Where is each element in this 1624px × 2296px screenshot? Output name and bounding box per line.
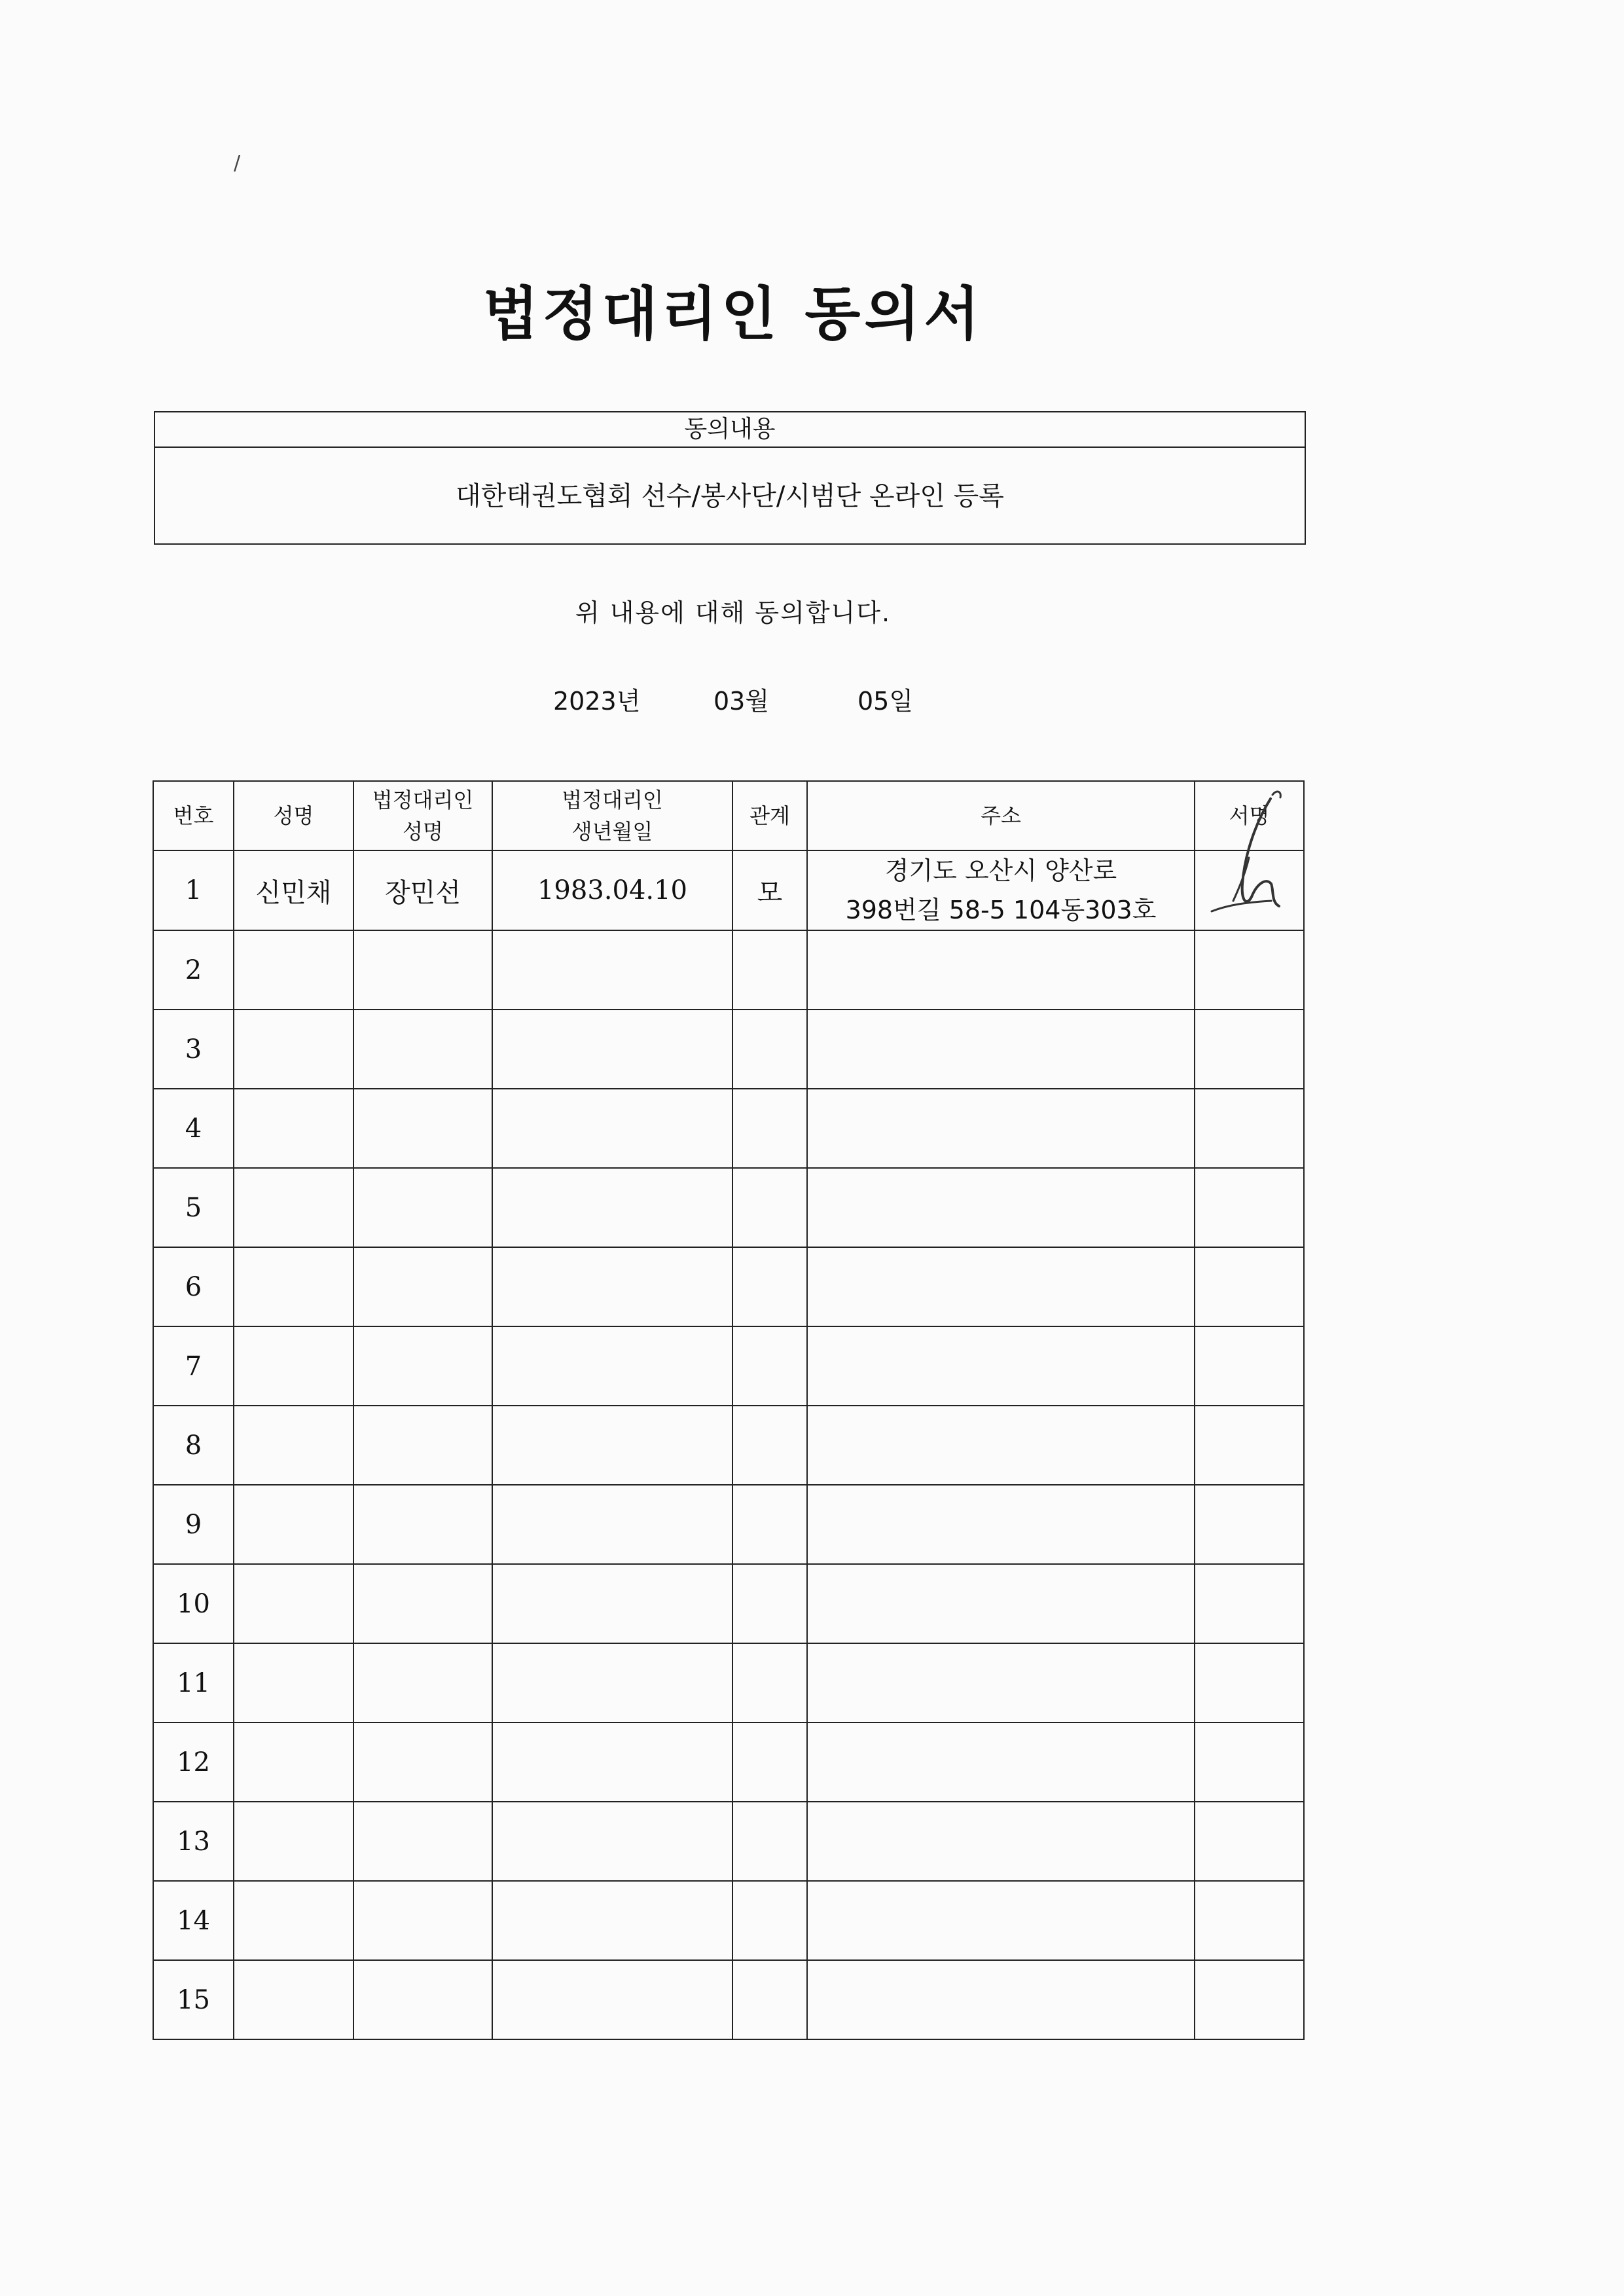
cell-guardian-birth — [492, 1881, 732, 1960]
cell-no: 11 — [153, 1643, 234, 1722]
guardian-table — [153, 780, 1305, 2040]
cell-name: 신민채 — [234, 850, 353, 930]
agreement-statement: 위 내용에 대해 동의합니다. — [575, 598, 892, 627]
table-row — [153, 1960, 1304, 2039]
cell-address — [807, 1168, 1195, 1247]
cell-signature — [1195, 1960, 1304, 2039]
cell-relation — [732, 1168, 807, 1247]
cell-guardian-name — [353, 1722, 492, 1802]
cell-name — [234, 1960, 353, 2039]
cell-no: 4 — [153, 1089, 234, 1168]
header-guardian-name-line2: 성명 — [403, 819, 443, 844]
cell-relation — [732, 1010, 807, 1089]
cell-address — [807, 1089, 1195, 1168]
cell-guardian-name — [353, 1168, 492, 1247]
table-row — [153, 850, 1304, 930]
consent-content: 대한태권도협회 선수/봉사단/시범단 온라인 등록 — [456, 481, 1004, 511]
table-row — [153, 1406, 1304, 1485]
table-row — [153, 1564, 1304, 1643]
scan-mark: / — [234, 152, 241, 175]
table-row — [153, 1326, 1304, 1406]
table-row — [153, 1010, 1304, 1089]
cell-signature — [1195, 1722, 1304, 1802]
cell-signature — [1195, 1089, 1304, 1168]
cell-guardian-birth — [492, 1168, 732, 1247]
cell-address — [807, 1643, 1195, 1722]
cell-relation — [732, 1643, 807, 1722]
cell-name — [234, 1089, 353, 1168]
cell-no: 10 — [153, 1564, 234, 1643]
cell-guardian-birth — [492, 1406, 732, 1485]
cell-name — [234, 930, 353, 1010]
cell-guardian-name — [353, 1643, 492, 1722]
cell-no: 8 — [153, 1406, 234, 1485]
cell-address — [807, 930, 1195, 1010]
header-signature: 서명 — [1195, 781, 1304, 850]
cell-guardian-name — [353, 1247, 492, 1326]
cell-relation — [732, 1089, 807, 1168]
cell-no: 2 — [153, 930, 234, 1010]
address-line2: 398번길 58-5 104동303호 — [845, 896, 1157, 924]
cell-no: 1 — [153, 850, 234, 930]
cell-address — [807, 1406, 1195, 1485]
cell-address — [807, 850, 1195, 930]
cell-no: 3 — [153, 1010, 234, 1089]
date-day: 05일 — [857, 687, 914, 716]
cell-address — [807, 1326, 1195, 1406]
header-name: 성명 — [234, 781, 353, 850]
cell-relation: 모 — [732, 850, 807, 930]
cell-name — [234, 1643, 353, 1722]
cell-signature — [1195, 1643, 1304, 1722]
table-row — [153, 930, 1304, 1010]
cell-guardian-birth — [492, 1247, 732, 1326]
address-line1: 경기도 오산시 양산로 — [884, 856, 1117, 885]
handwritten-signature — [1208, 786, 1300, 930]
cell-signature — [1195, 1802, 1304, 1881]
cell-relation — [732, 1326, 807, 1406]
cell-no: 12 — [153, 1722, 234, 1802]
cell-no: 9 — [153, 1485, 234, 1564]
header-guardian-name — [353, 781, 492, 850]
cell-guardian-name — [353, 1089, 492, 1168]
consent-header: 동의내용 — [155, 412, 1305, 448]
cell-address — [807, 1564, 1195, 1643]
cell-no: 15 — [153, 1960, 234, 2039]
cell-address — [807, 1881, 1195, 1960]
cell-relation — [732, 1960, 807, 2039]
cell-signature — [1195, 1010, 1304, 1089]
cell-relation — [732, 1247, 807, 1326]
cell-address — [807, 1247, 1195, 1326]
cell-name — [234, 1326, 353, 1406]
cell-signature — [1195, 1326, 1304, 1406]
header-relation: 관계 — [732, 781, 807, 850]
cell-no: 13 — [153, 1802, 234, 1881]
header-guardian-birth-line2: 생년월일 — [571, 819, 653, 844]
date-month: 03월 — [713, 687, 770, 716]
cell-signature — [1195, 930, 1304, 1010]
cell-guardian-name — [353, 1881, 492, 1960]
table-row — [153, 1722, 1304, 1802]
cell-name — [234, 1722, 353, 1802]
header-guardian-birth-line1: 법정대리인 — [562, 788, 663, 812]
cell-no: 5 — [153, 1168, 234, 1247]
cell-no: 7 — [153, 1326, 234, 1406]
table-row — [153, 1881, 1304, 1960]
cell-relation — [732, 1406, 807, 1485]
cell-signature — [1195, 1564, 1304, 1643]
cell-guardian-name — [353, 1960, 492, 2039]
cell-name — [234, 1406, 353, 1485]
cell-guardian-name — [353, 1010, 492, 1089]
cell-signature — [1195, 1247, 1304, 1326]
cell-address — [807, 1485, 1195, 1564]
table-header-row — [153, 781, 1304, 850]
cell-guardian-birth — [492, 1643, 732, 1722]
cell-signature — [1195, 850, 1304, 930]
cell-guardian-birth — [492, 1564, 732, 1643]
cell-name — [234, 1881, 353, 1960]
table-row — [153, 1168, 1304, 1247]
cell-name — [234, 1485, 353, 1564]
cell-relation — [732, 1722, 807, 1802]
cell-guardian-name — [353, 930, 492, 1010]
cell-guardian-birth — [492, 1326, 732, 1406]
cell-guardian-birth — [492, 1722, 732, 1802]
cell-no: 6 — [153, 1247, 234, 1326]
cell-relation — [732, 930, 807, 1010]
cell-guardian-birth — [492, 1010, 732, 1089]
cell-address — [807, 1722, 1195, 1802]
header-address: 주소 — [807, 781, 1195, 850]
table-row — [153, 1643, 1304, 1722]
table-row — [153, 1485, 1304, 1564]
cell-signature — [1195, 1406, 1304, 1485]
cell-name — [234, 1010, 353, 1089]
cell-address — [807, 1960, 1195, 2039]
cell-name — [234, 1168, 353, 1247]
cell-relation — [732, 1802, 807, 1881]
cell-guardian-birth — [492, 1802, 732, 1881]
cell-guardian-birth — [492, 930, 732, 1010]
cell-name — [234, 1802, 353, 1881]
cell-name — [234, 1564, 353, 1643]
header-no: 번호 — [153, 781, 234, 850]
cell-relation — [732, 1485, 807, 1564]
cell-guardian-birth: 1983.04.10 — [492, 850, 732, 930]
cell-address — [807, 1010, 1195, 1089]
cell-relation — [732, 1564, 807, 1643]
header-guardian-name-line1: 법정대리인 — [372, 788, 474, 812]
document-title: 법정대리인 동의서 — [482, 280, 984, 348]
consent-box — [154, 411, 1306, 545]
cell-signature — [1195, 1168, 1304, 1247]
cell-guardian-name — [353, 1802, 492, 1881]
cell-guardian-name: 장민선 — [353, 850, 492, 930]
cell-address — [807, 1802, 1195, 1881]
cell-name — [234, 1247, 353, 1326]
table-row — [153, 1247, 1304, 1326]
table-row — [153, 1802, 1304, 1881]
cell-signature — [1195, 1881, 1304, 1960]
cell-guardian-birth — [492, 1485, 732, 1564]
cell-guardian-name — [353, 1564, 492, 1643]
cell-guardian-name — [353, 1485, 492, 1564]
cell-no: 14 — [153, 1881, 234, 1960]
cell-guardian-name — [353, 1326, 492, 1406]
cell-guardian-birth — [492, 1960, 732, 2039]
cell-relation — [732, 1881, 807, 1960]
table-row — [153, 1089, 1304, 1168]
header-guardian-birth — [492, 781, 732, 850]
date-year: 2023년 — [553, 687, 641, 716]
cell-signature — [1195, 1485, 1304, 1564]
cell-guardian-name — [353, 1406, 492, 1485]
cell-guardian-birth — [492, 1089, 732, 1168]
